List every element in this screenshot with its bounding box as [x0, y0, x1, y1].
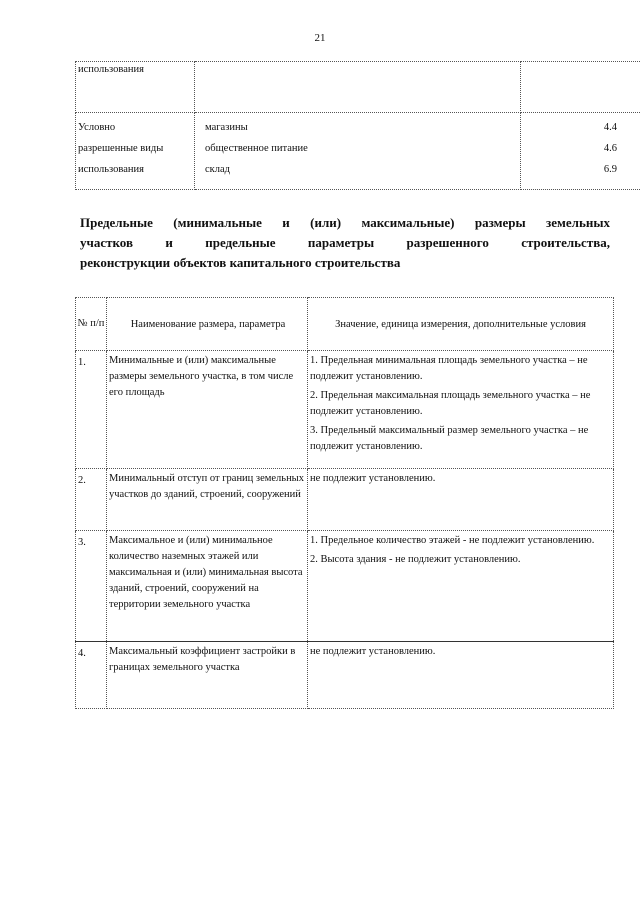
- table-cell: [195, 62, 521, 113]
- row-value: [308, 642, 614, 709]
- table-row: [76, 113, 640, 190]
- row-num: 2.: [76, 469, 107, 531]
- use-type-line: разрешенные виды: [78, 143, 164, 154]
- use-name: общественное питание: [205, 143, 308, 154]
- table-cell: [521, 62, 640, 113]
- use-code: 6.9: [603, 164, 617, 175]
- value-item: не подлежит установлению.: [310, 473, 436, 484]
- row-param: Минимальные и (или) максимальные размеры земельного участка, в том числе его площадь: [107, 351, 308, 469]
- heading-line: участков и предельные параметры разрешенного строительства,: [80, 235, 610, 250]
- use-codes-cell: [521, 113, 640, 190]
- row-value: [308, 531, 614, 642]
- parameters-table: [75, 297, 614, 709]
- heading-line: Предельные (минимальные и (или) максимальные) размеры земельных: [80, 215, 610, 230]
- row-value: [308, 351, 614, 469]
- land-use-table: [75, 61, 640, 190]
- value-item: не подлежит установлению.: [310, 646, 436, 657]
- value-item: 3. Предельный максимальный размер земельного участка – не подлежит установлению.: [310, 425, 589, 452]
- section-heading: [80, 213, 610, 273]
- table-row: [76, 469, 614, 531]
- use-type-line: Условно: [78, 122, 116, 133]
- table-header-row: [76, 298, 614, 351]
- header-num: № п/п: [76, 298, 107, 351]
- row-num: 4.: [76, 642, 107, 709]
- row-value: [308, 469, 614, 531]
- use-name: склад: [205, 164, 231, 175]
- header-value: Значение, единица измерения, дополнительные условия: [308, 298, 614, 351]
- row-param: Минимальный отступ от границ земельных участков до зданий, строений, сооружений: [107, 469, 308, 531]
- table-cell: использования: [76, 62, 195, 113]
- row-num: 3.: [76, 531, 107, 642]
- value-item: 1. Предельная минимальная площадь земельного участка – не подлежит установлению.: [310, 355, 588, 382]
- table-row: [76, 351, 614, 469]
- header-param: Наименование размера, параметра: [107, 298, 308, 351]
- table-row: [76, 62, 640, 113]
- value-item: 2. Предельная максимальная площадь земельного участка – не подлежит установлению.: [310, 390, 591, 417]
- use-code: 4.6: [603, 143, 617, 154]
- value-item: 1. Предельное количество этажей - не подлежит установлению.: [310, 535, 595, 546]
- use-names-cell: [195, 113, 521, 190]
- row-num: 1.: [76, 351, 107, 469]
- use-name: магазины: [205, 122, 248, 133]
- table-row: [76, 642, 614, 709]
- value-item: 2. Высота здания - не подлежит установлению.: [310, 554, 521, 565]
- page-number: 21: [314, 32, 326, 44]
- use-code: 4.4: [603, 122, 617, 133]
- heading-line: реконструкции объектов капитального строительства: [80, 255, 401, 270]
- table-row: [76, 531, 614, 642]
- use-type-line: использования: [78, 164, 144, 175]
- use-type-cell: [76, 113, 195, 190]
- row-param: Максимальный коэффициент застройки в границах земельного участка: [107, 642, 308, 709]
- row-param: Максимальное и (или) минимальное количество наземных этажей или максимальная и (или) минимальная высота зданий, строений, сооружений на территории земельного участка: [107, 531, 308, 642]
